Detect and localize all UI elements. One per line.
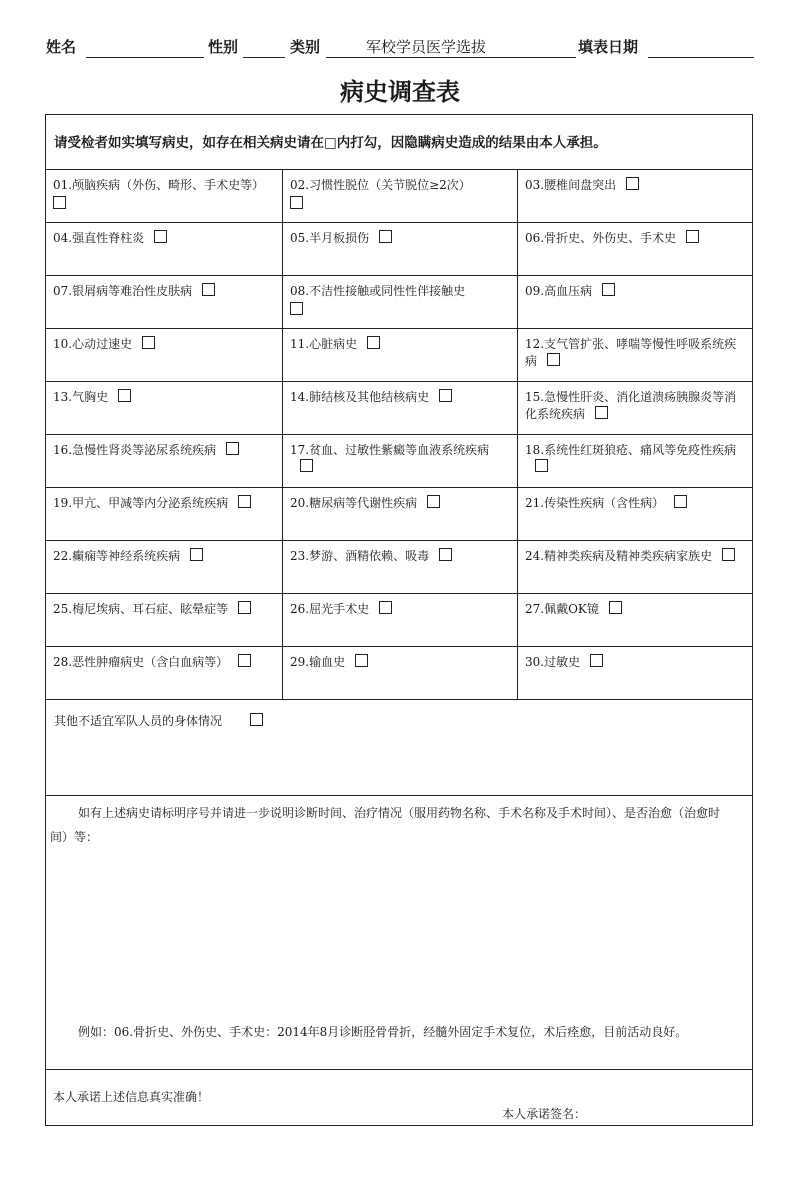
checkbox[interactable] <box>535 459 548 472</box>
checkbox[interactable] <box>590 654 603 667</box>
history-item-label: 10.心动过速史 <box>53 337 133 351</box>
history-item <box>518 382 754 434</box>
form-header <box>46 36 754 60</box>
history-item <box>518 541 754 593</box>
checkbox[interactable] <box>290 196 303 209</box>
checkbox[interactable] <box>154 230 167 243</box>
history-item <box>518 329 754 381</box>
history-item-label: 20.糖尿病等代谢性疾病 <box>290 496 418 510</box>
example-text: 例如：06.骨折史、外伤史、手术史：2014年8月诊断胫骨骨折，经髓外固定手术复位，术后痊愈，目前活动良好。 <box>78 1025 688 1039</box>
history-item-label: 11.心脏病史 <box>290 337 358 351</box>
other-conditions-label: 其他不适宜军队人员的身体情况 <box>54 714 223 728</box>
history-item-label: 25.梅尼埃病、耳石症、眩晕症等 <box>53 602 229 616</box>
history-item <box>46 541 283 593</box>
table-row <box>46 541 752 594</box>
history-item <box>283 435 518 487</box>
history-item-label: 08.不洁性接触或同性性伴接触史 <box>290 284 466 298</box>
history-item <box>518 594 754 646</box>
instruction-text: 请受检者如实填写病史，如存在相关病史请在□内打勾，因隐瞒病史造成的结果由本人承担。 <box>46 115 752 170</box>
checkbox[interactable] <box>602 283 615 296</box>
checkbox[interactable] <box>118 389 131 402</box>
history-item-label: 01.颅脑疾病（外伤、畸形、手术史等） <box>53 178 265 192</box>
pledge-text: 本人承诺上述信息真实准确！ <box>53 1090 210 1104</box>
history-item-label: 19.甲亢、甲减等内分泌系统疾病 <box>53 496 229 510</box>
checkbox[interactable] <box>626 177 639 190</box>
date-field[interactable] <box>648 57 754 58</box>
history-item <box>46 488 283 540</box>
checkbox[interactable] <box>142 336 155 349</box>
date-label: 填表日期 <box>578 38 639 56</box>
history-item-label: 22.癫痫等神经系统疾病 <box>53 549 181 563</box>
checkbox[interactable] <box>674 495 687 508</box>
history-item-label: 23.梦游、酒精依赖、吸毒 <box>290 549 430 563</box>
history-item-label: 18.系统性红斑狼疮、痛风等免疫性疾病 <box>525 443 737 457</box>
details-instruction: 如有上述病史请标明序号并请进一步说明诊断时间、治疗情况（服用药物名称、手术名称及手术时间）、是否治愈（治愈时间）等： <box>50 806 721 844</box>
checkbox[interactable] <box>238 495 251 508</box>
checkbox[interactable] <box>53 196 66 209</box>
checkbox[interactable] <box>226 442 239 455</box>
history-item <box>283 170 518 222</box>
history-item-label: 13.气胸史 <box>53 390 109 404</box>
history-item-label: 17.贫血、过敏性紫癜等血液系统疾病 <box>290 443 490 457</box>
table-row <box>46 329 752 382</box>
history-item <box>46 647 283 699</box>
gender-field[interactable] <box>243 57 285 58</box>
checkbox[interactable] <box>379 601 392 614</box>
history-item <box>518 488 754 540</box>
history-item <box>46 276 283 328</box>
checkbox[interactable] <box>686 230 699 243</box>
checkbox[interactable] <box>250 713 263 726</box>
checkbox[interactable] <box>355 654 368 667</box>
page-title: 病史调查表 <box>340 77 460 106</box>
history-item-label: 06.骨折史、外伤史、手术史 <box>525 231 677 245</box>
table-row <box>46 276 752 329</box>
history-item <box>46 382 283 434</box>
history-item-label: 15.急慢性肝炎、消化道溃疡胰腺炎等消化系统疾病 <box>525 390 737 421</box>
history-item-label: 24.精神类疾病及精神类疾病家族史 <box>525 549 713 563</box>
history-item <box>46 435 283 487</box>
history-item <box>283 276 518 328</box>
checkbox[interactable] <box>722 548 735 561</box>
table-row <box>46 223 752 276</box>
history-item <box>283 382 518 434</box>
history-item <box>46 594 283 646</box>
checkbox[interactable] <box>238 601 251 614</box>
history-item <box>283 541 518 593</box>
history-item-label: 16.急慢性肾炎等泌尿系统疾病 <box>53 443 217 457</box>
table-row <box>46 647 752 700</box>
history-item-label: 12.支气管扩张、哮喘等慢性呼吸系统疾病 <box>525 337 737 368</box>
history-item-label: 26.屈光手术史 <box>290 602 370 616</box>
history-item-label: 14.肺结核及其他结核病史 <box>290 390 430 404</box>
history-item <box>283 488 518 540</box>
history-item-label: 29.输血史 <box>290 655 346 669</box>
checkbox[interactable] <box>427 495 440 508</box>
category-value: 军校学员医学选拔 <box>366 38 487 56</box>
history-item-label: 02.习惯性脱位（关节脱位≥2次） <box>290 178 471 192</box>
history-form <box>45 114 753 1126</box>
checkbox[interactable] <box>202 283 215 296</box>
history-item <box>518 435 754 487</box>
name-field[interactable] <box>86 57 204 58</box>
other-conditions <box>46 700 752 796</box>
history-item-label: 21.传染性疾病（含性病） <box>525 496 665 510</box>
table-row <box>46 594 752 647</box>
history-item <box>518 276 754 328</box>
history-item <box>46 170 283 222</box>
checkbox[interactable] <box>367 336 380 349</box>
history-item-label: 28.恶性肿瘤病史（含白血病等） <box>53 655 229 669</box>
checkbox[interactable] <box>439 389 452 402</box>
signature-label: 本人承诺签名： <box>502 1107 587 1121</box>
history-item <box>46 329 283 381</box>
history-item <box>518 647 754 699</box>
table-row <box>46 488 752 541</box>
history-item <box>46 223 283 275</box>
history-item <box>518 170 754 222</box>
history-item-label: 07.银屑病等难治性皮肤病 <box>53 284 193 298</box>
table-row <box>46 435 752 488</box>
history-item <box>518 223 754 275</box>
history-item <box>283 329 518 381</box>
history-item <box>283 223 518 275</box>
checkbox[interactable] <box>609 601 622 614</box>
history-item-label: 05.半月板损伤 <box>290 231 370 245</box>
pledge-section <box>46 1070 752 1125</box>
history-item-label: 27.佩戴OK镜 <box>525 602 599 616</box>
history-item <box>283 647 518 699</box>
checkbox[interactable] <box>190 548 203 561</box>
gender-label: 性别 <box>208 38 239 56</box>
details-section[interactable] <box>46 796 752 1070</box>
category-field[interactable] <box>326 57 576 58</box>
checkbox[interactable] <box>300 459 313 472</box>
checkbox[interactable] <box>547 353 560 366</box>
checkbox[interactable] <box>379 230 392 243</box>
name-label: 姓名 <box>46 38 77 56</box>
history-item <box>283 594 518 646</box>
checkbox[interactable] <box>595 406 608 419</box>
history-item-label: 09.高血压病 <box>525 284 593 298</box>
table-row <box>46 382 752 435</box>
table-row <box>46 170 752 223</box>
checkbox[interactable] <box>238 654 251 667</box>
checkbox[interactable] <box>290 302 303 315</box>
category-label: 类别 <box>290 38 321 56</box>
history-item-label: 04.强直性脊柱炎 <box>53 231 145 245</box>
history-item-label: 03.腰椎间盘突出 <box>525 178 617 192</box>
checkbox[interactable] <box>439 548 452 561</box>
history-item-label: 30.过敏史 <box>525 655 581 669</box>
